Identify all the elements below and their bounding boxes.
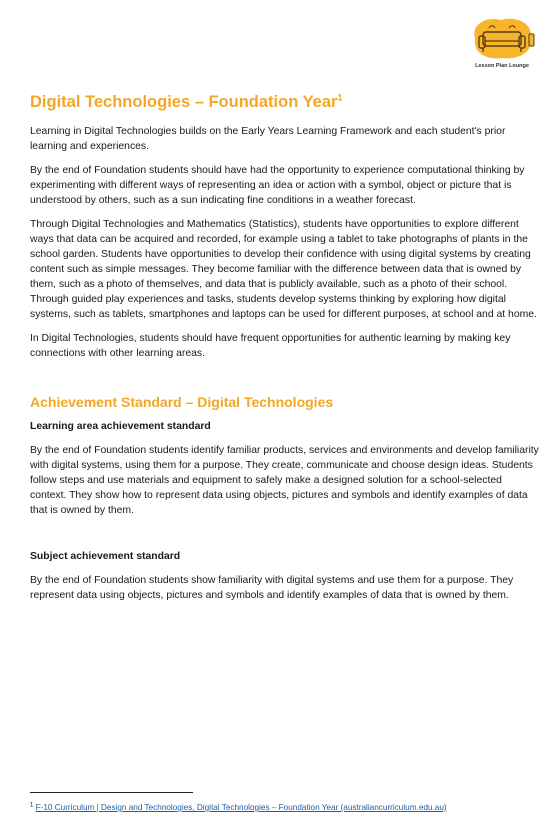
intro-paragraph-2: By the end of Foundation students should have had the opportunity to experience computational thinking by experimenting with different ways of representing an idea or action with a symbol, object or picture that is understood by others, such as a sun indicating fine conditions in a weather forecast. bbox=[30, 165, 525, 206]
page-title-text: Digital Technologies – Foundation Year bbox=[30, 93, 338, 111]
learning-area-text: By the end of Foundation students identify familiar products, services and environments and develop familiarity with digital systems, using them for a purpose. They create, communicate and choose design ideas. Students follow steps and use materials and equipment to safely make a designed solution for a school-selected context. They show how to represent data using objects, pictures and symbols and identify examples of data that is owned by them. bbox=[30, 445, 539, 516]
logo-text: Lesson Plan Lounge bbox=[475, 63, 529, 69]
subject-heading: Subject achievement standard bbox=[30, 551, 181, 562]
footnote-link[interactable]: F-10 Curriculum | Design and Technologies, Digital Technologies – Foundation Year (australiancurriculum.edu.au) bbox=[35, 803, 447, 812]
intro-paragraph-3: Through Digital Technologies and Mathematics (Statistics), students have opportunities to explore different ways that data can be acquired and recorded, for example using a tablet to take photographs of plants in the school garden. Students have opportunities to develop their confidence with using digital systems by creating content such as simple messages. They become familiar with the difference between data that is owned by them, such as a photo of themselves, and data that is publicly available, such as a photo of their school. Through guided play experiences and tasks, students develop systems thinking by exploring how digital systems, such as tablets, smartphones and laptops can be used for different purposes, at school and at home. bbox=[30, 219, 537, 320]
footnote-marker: 1 bbox=[30, 802, 34, 809]
page-title bbox=[30, 92, 540, 112]
document-body bbox=[30, 92, 540, 612]
achievement-standard-heading: Achievement Standard – Digital Technologies bbox=[30, 394, 334, 410]
intro-paragraph-1: Learning in Digital Technologies builds on the Early Years Learning Framework and each student's prior learning and experiences. bbox=[30, 126, 506, 152]
footnote-divider bbox=[30, 792, 193, 793]
section-spacer bbox=[30, 527, 540, 549]
sofa-logo-icon bbox=[467, 14, 537, 62]
footnote bbox=[30, 803, 447, 813]
lesson-plan-lounge-logo bbox=[467, 14, 537, 72]
subject-text: By the end of Foundation students show familiarity with digital systems and use them for a purpose. They represent data using objects, pictures and symbols and identify examples of data that is owned by them. bbox=[30, 575, 514, 601]
title-footnote-marker: 1 bbox=[337, 92, 343, 103]
intro-paragraph-4: In Digital Technologies, students should have frequent opportunities for authentic learning by making key connections with other learning areas. bbox=[30, 333, 511, 359]
learning-area-heading: Learning area achievement standard bbox=[30, 421, 211, 432]
